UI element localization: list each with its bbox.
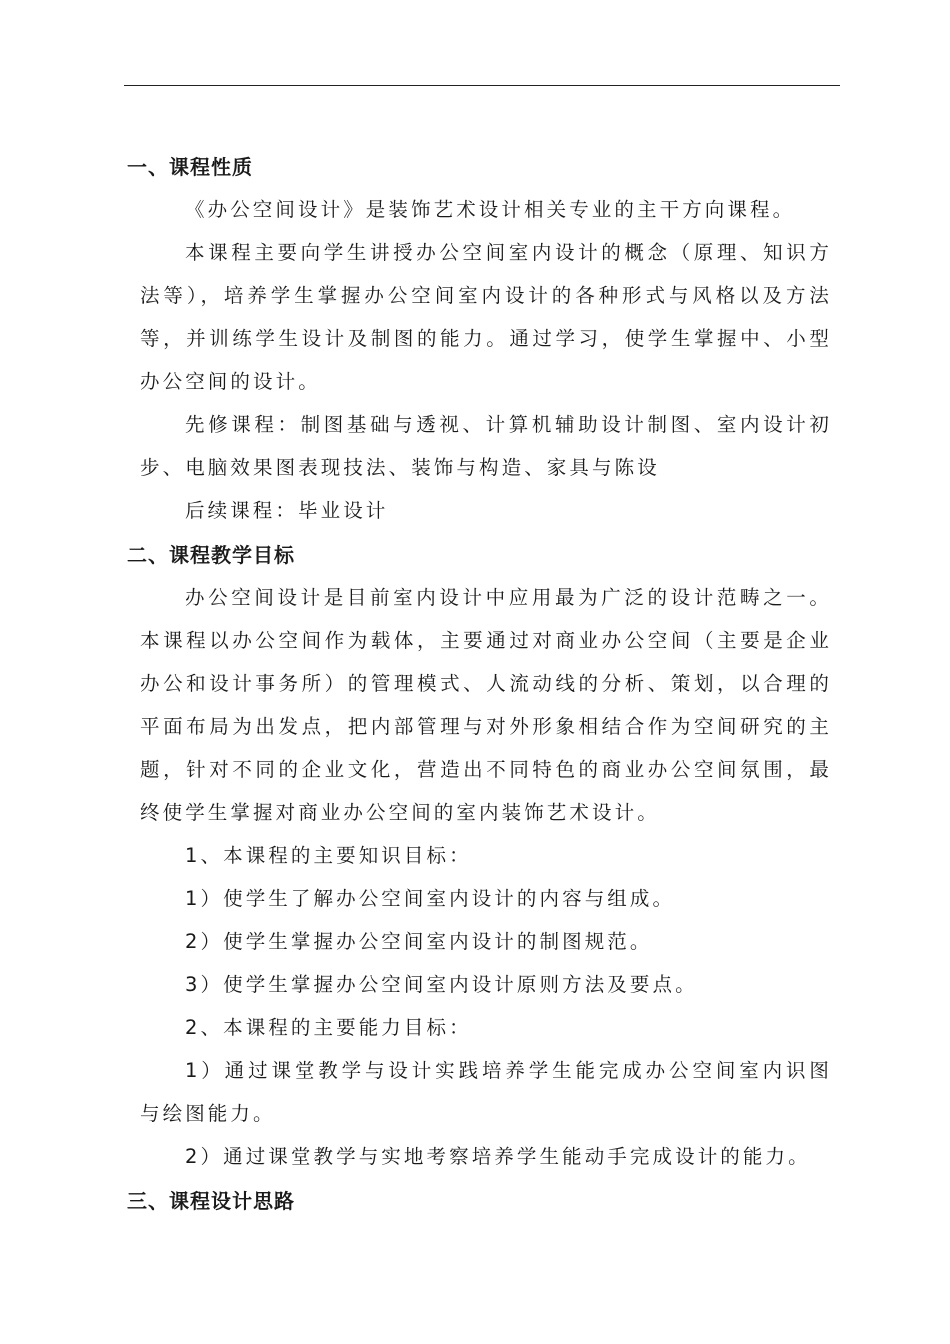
paragraph-ability-goal-2: 2）通过课堂教学与实地考察培养学生能动手完成设计的能力。 [185,1145,811,1168]
paragraph-knowledge-goal-1: 1）使学生了解办公空间室内设计的内容与组成。 [185,887,676,910]
paragraph-ability-goal-1: 1）通过课堂教学与设计实践培养学生能完成办公空间室内识图与绘图能力。 [140,1059,832,1125]
section-heading-objectives: 二、课程教学目标 [127,543,295,567]
paragraph-knowledge-goal-2: 2）使学生掌握办公空间室内设计的制图规范。 [185,930,653,953]
paragraph-knowledge-goals-title: 1、本课程的主要知识目标： [185,844,472,867]
paragraph-prerequisites: 先修课程：制图基础与透视、计算机辅助设计制图、室内设计初步、电脑效果图表现技法、装饰与构造、家具与陈设 [140,413,832,479]
paragraph-knowledge-goal-3: 3）使学生掌握办公空间室内设计原则方法及要点。 [185,973,698,996]
section-heading-design-approach: 三、课程设计思路 [127,1189,295,1213]
paragraph-course-intro: 《办公空间设计》是装饰艺术设计相关专业的主干方向课程。 [185,198,796,221]
section-heading-nature: 一、课程性质 [127,155,253,179]
paragraph-course-content: 本课程主要向学生讲授办公空间室内设计的概念（原理、知识方法等），培养学生掌握办公空间室内设计的各种形式与风格以及方法等，并训练学生设计及制图的能力。通过学习，使学生掌握中、小型办公空间的设计。 [140,241,832,393]
paragraph-objectives-overview: 办公空间设计是目前室内设计中应用最为广泛的设计范畴之一。本课程以办公空间作为载体，主要通过对商业办公空间（主要是企业办公和设计事务所）的管理模式、人流动线的分析、策划，以合理的平面布局为出发点，把内部管理与对外形象相结合作为空间研究的主题，针对不同的企业文化，营造出不同特色的商业办公空间氛围，最终使学生掌握对商业办公空间的室内装饰艺术设计。 [140,586,832,824]
header-rule [124,85,840,86]
paragraph-ability-goals-title: 2、本课程的主要能力目标： [185,1016,472,1039]
paragraph-followup-courses: 后续课程：毕业设计 [185,499,389,522]
